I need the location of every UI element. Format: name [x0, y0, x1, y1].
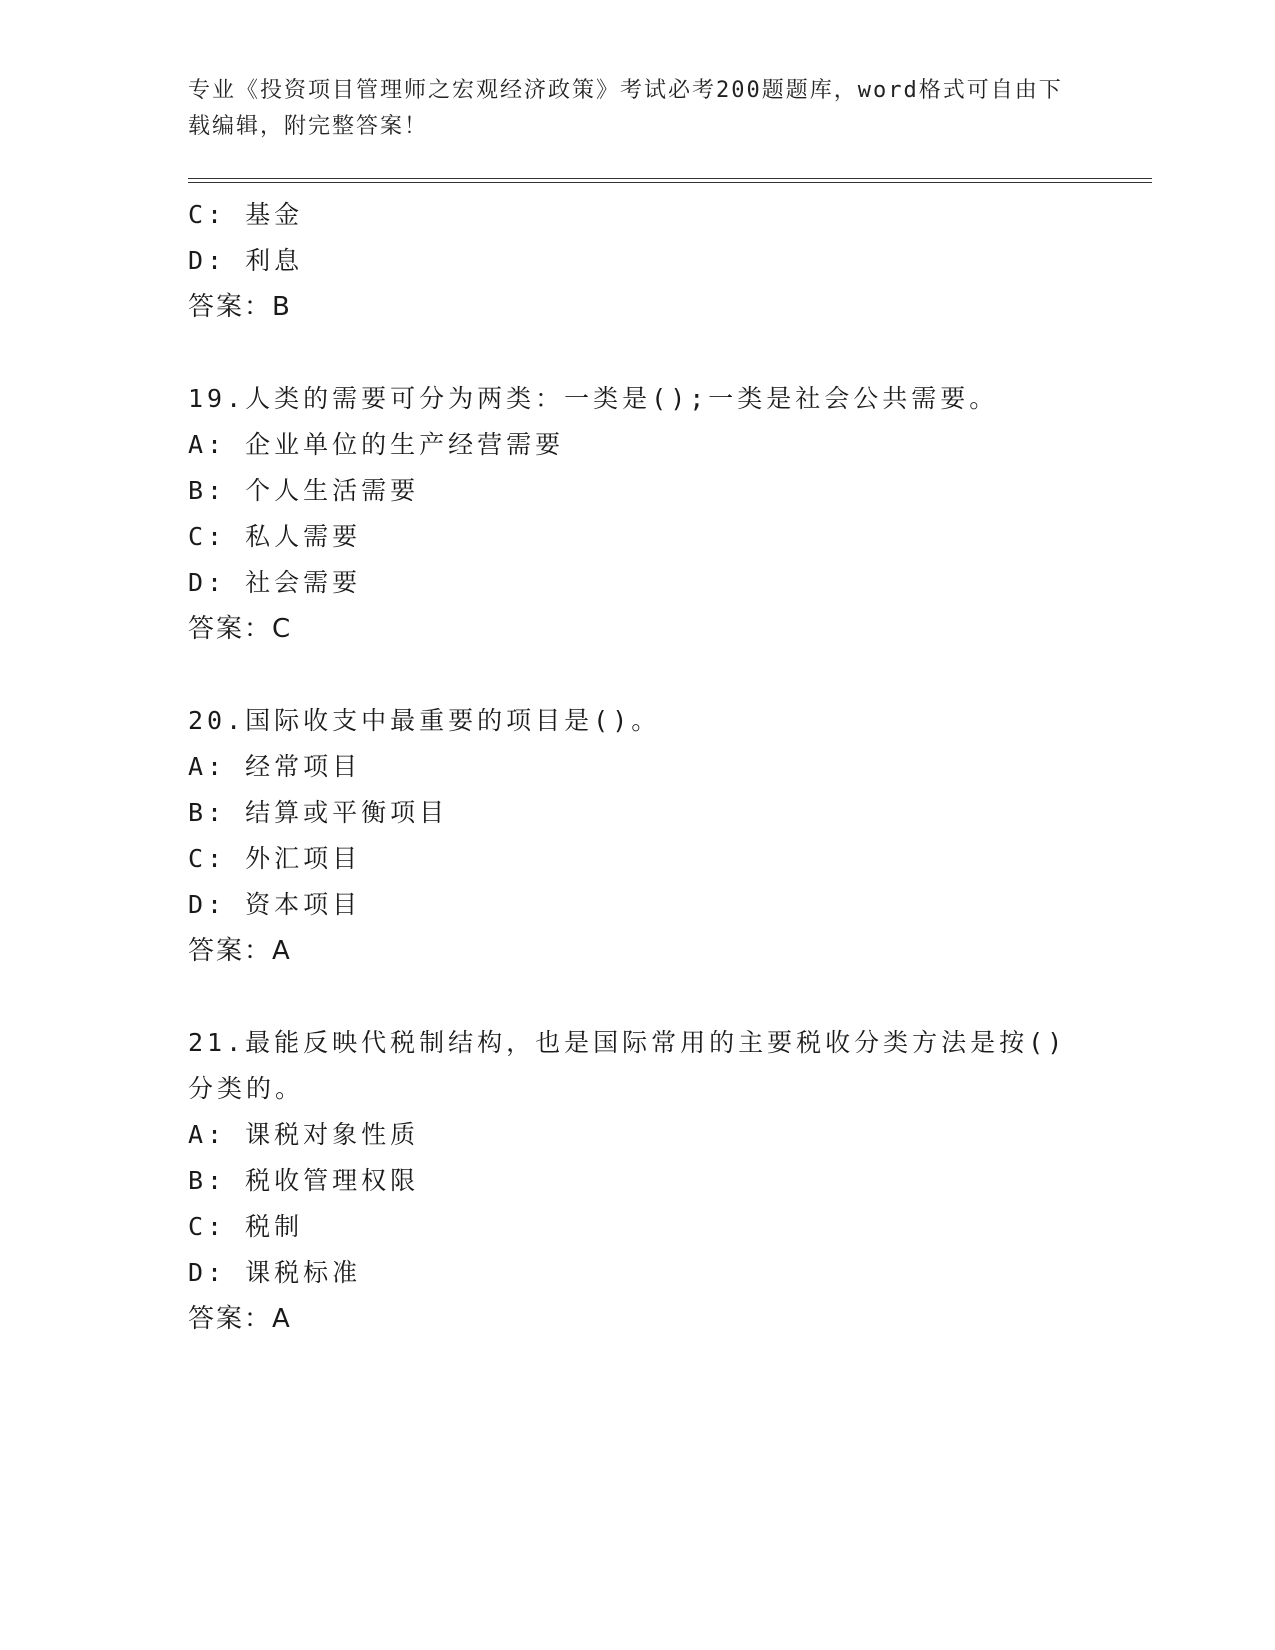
document-body: [188, 192, 1088, 1342]
option-d: D: 资本项目: [188, 890, 362, 919]
option-a: A: 课税对象性质: [188, 1120, 420, 1149]
answer-line: 答案：C: [188, 614, 293, 644]
spacer: [188, 330, 1088, 376]
spacer: [188, 974, 1088, 1020]
document-header: 专业《投资项目管理师之宏观经济政策》考试必考200题题库，word格式可自由下载编辑，附完整答案！: [188, 78, 1063, 139]
option-b: B: 税收管理权限: [188, 1166, 420, 1195]
answer-line: 答案：A: [188, 1304, 292, 1334]
option-d: D: 利息: [188, 246, 304, 275]
header-rule-top: [188, 178, 1152, 179]
question-stem: 19.人类的需要可分为两类：一类是();一类是社会公共需要。: [188, 384, 999, 413]
option-c: C: 税制: [188, 1212, 304, 1241]
spacer: [188, 652, 1088, 698]
header-rule-bottom: [188, 182, 1152, 183]
option-b: B: 个人生活需要: [188, 476, 420, 505]
answer-line: 答案：B: [188, 292, 292, 322]
answer-line: 答案：A: [188, 936, 292, 966]
question-block-21: [188, 1020, 1088, 1342]
question-stem: 21.最能反映代税制结构，也是国际常用的主要税收分类方法是按()分类的。: [188, 1028, 1067, 1103]
option-d: D: 社会需要: [188, 568, 362, 597]
option-c: C: 基金: [188, 200, 304, 229]
option-a: A: 经常项目: [188, 752, 362, 781]
question-stem: 20.国际收支中最重要的项目是()。: [188, 706, 661, 735]
option-d: D: 课税标准: [188, 1258, 362, 1287]
question-block-19: [188, 376, 1088, 652]
question-block-prev: [188, 192, 1088, 330]
option-b: B: 结算或平衡项目: [188, 798, 449, 827]
option-c: C: 外汇项目: [188, 844, 362, 873]
option-c: C: 私人需要: [188, 522, 362, 551]
question-block-20: [188, 698, 1088, 974]
option-a: A: 企业单位的生产经营需要: [188, 430, 565, 459]
